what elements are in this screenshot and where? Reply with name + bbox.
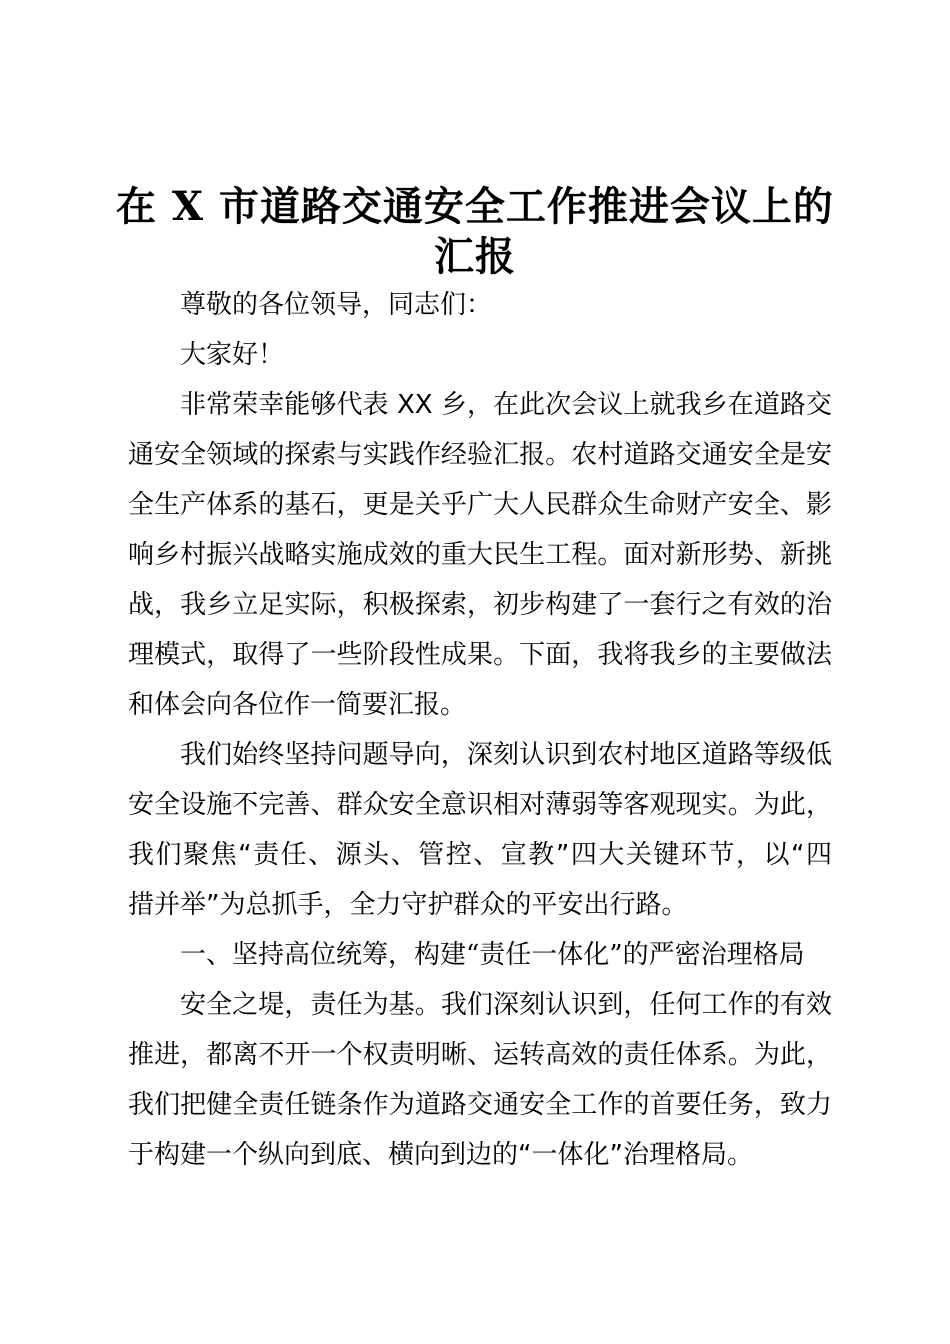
greeting: 大家好！ (180, 340, 285, 370)
paragraph-line: 通安全领域的探索与实践作经验汇报。农村道路交通安全是安 (128, 440, 832, 470)
document-title-line-2: 汇报 (434, 233, 516, 280)
paragraph-line: 我们聚焦“责任、源头、管控、宣教”四大关键环节，以“四 (128, 840, 832, 870)
paragraph-line: 非常荣幸能够代表 XX 乡，在此次会议上就我乡在道路交 (180, 390, 832, 420)
paragraph-line: 我们始终坚持问题导向，深刻认识到农村地区道路等级低 (180, 740, 832, 770)
paragraph-line: 于构建一个纵向到底、横向到边的“一体化”治理格局。 (128, 1140, 753, 1170)
paragraph-line: 措并举”为总抓手，全力守护群众的平安出行路。 (128, 890, 688, 920)
paragraph-line: 和体会向各位作一简要汇报。 (128, 690, 467, 720)
section-heading-1: 一、坚持高位统筹，构建“责任一体化”的严密治理格局 (180, 940, 805, 970)
paragraph-problem-orientation (128, 730, 832, 930)
paragraph-line: 理模式，取得了一些阶段性成果。下面，我将我乡的主要做法 (128, 640, 832, 670)
document-title-line-1: 在 X 市道路交通安全工作推进会议上的 (116, 183, 834, 230)
salutation: 尊敬的各位领导，同志们： (180, 290, 493, 320)
paragraph-introduction (128, 380, 832, 730)
document-body (128, 280, 832, 1180)
paragraph-line: 安全设施不完善、群众安全意识相对薄弱等客观现实。为此， (128, 790, 832, 820)
paragraph-line: 推进，都离不开一个权责明晰、运转高效的责任体系。为此， (128, 1040, 832, 1070)
paragraph-line: 响乡村振兴战略实施成效的重大民生工程。面对新形势、新挑 (128, 540, 832, 570)
paragraph-responsibility (128, 980, 832, 1180)
paragraph-line: 战，我乡立足实际，积极探索，初步构建了一套行之有效的治 (128, 590, 832, 620)
paragraph-line: 安全之堤，责任为基。我们深刻认识到，任何工作的有效 (180, 990, 832, 1020)
paragraph-line: 全生产体系的基石，更是关乎广大人民群众生命财产安全、影 (128, 490, 832, 520)
paragraph-line: 我们把健全责任链条作为道路交通安全工作的首要任务，致力 (128, 1090, 832, 1120)
